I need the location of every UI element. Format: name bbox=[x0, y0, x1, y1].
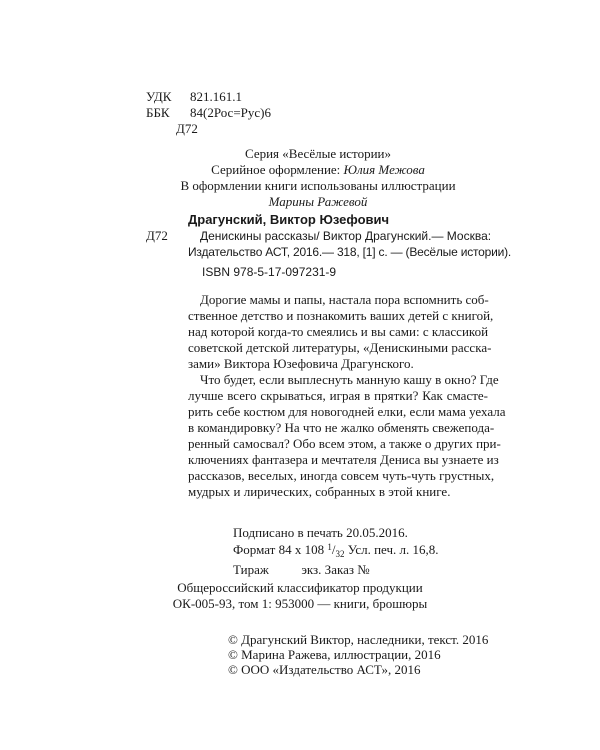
isbn: ISBN 978-5-17-097231-9 bbox=[202, 265, 337, 279]
bib-author-mark: Д72 bbox=[146, 228, 168, 243]
annotation-line: ственное детство и познакомить ваших детей с книгой, bbox=[188, 308, 494, 323]
annotation-line: мудрых и лирических, собранных в этой книге. bbox=[188, 484, 451, 499]
annotation-line: зами» Виктора Юзефовича Драгунского. bbox=[188, 356, 414, 371]
signed-to-print: Подписано в печать 20.05.2016. bbox=[233, 525, 408, 540]
copyright-block bbox=[228, 632, 488, 677]
okp-line-2: ОК-005-93, том 1: 953000 — книги, брошюры bbox=[172, 596, 428, 611]
format-prefix: Формат 84 x 108 bbox=[233, 542, 325, 557]
imprint bbox=[233, 525, 439, 577]
annotation-line: ключениях фантазера и мечтателя Дениса вы узнаете из bbox=[188, 452, 499, 467]
copyright-line-3: © ООО «Издательство АСТ», 2016 bbox=[228, 662, 421, 677]
annotation-line: Что будет, если выплеснуть манную кашу в окно? Где bbox=[200, 372, 499, 387]
bbk-label: ББК bbox=[146, 105, 170, 120]
format-suffix: Усл. печ. л. 16,8. bbox=[347, 542, 439, 557]
format-line: Формат 84 x 108 $^1/_{32}$ Усл. печ. л. 16,8. bbox=[233, 542, 439, 559]
copyright-line-2: © Марина Ражева, иллюстрации, 2016 bbox=[228, 647, 441, 662]
annotation bbox=[188, 292, 506, 500]
annotation-line: рить себе костюм для новогодней елки, если мама уехала bbox=[188, 404, 506, 419]
annotation-line: в командировку? На что не жалко обменять свежеподa- bbox=[188, 420, 495, 435]
bbk-row bbox=[146, 105, 271, 121]
illustrations-line: В оформлении книги использованы иллюстрации bbox=[180, 178, 456, 193]
udk-label: УДК bbox=[146, 89, 172, 104]
udk-row bbox=[146, 89, 271, 105]
format-fraction-denominator: 32 bbox=[335, 549, 345, 559]
annotation-line: рассказов, веселых, иногда совсем чуть-чуть грустных, bbox=[188, 468, 495, 483]
annotation-line: Дорогие мамы и папы, настала пора вспомнить соб- bbox=[200, 292, 489, 307]
copyright-line-1: © Драгунский Виктор, наследники, текст. 2016 bbox=[228, 632, 489, 647]
format-fraction-numerator: 1 bbox=[327, 542, 332, 552]
okp-block bbox=[0, 580, 600, 612]
bib-description bbox=[188, 228, 512, 260]
series-title: Серия «Весёлые истории» bbox=[245, 146, 391, 161]
udk-value: 821.161.1 bbox=[190, 89, 242, 104]
author-mark-top: Д72 bbox=[176, 121, 198, 136]
series-designer-name: Юлия Межова bbox=[343, 162, 425, 177]
series-block bbox=[168, 146, 468, 210]
annotation-line: советской детской литературы, «Денискиными расска- bbox=[188, 340, 492, 355]
okp-line-1: Общероссийский классификатор продукции bbox=[177, 580, 423, 595]
print-run: Тираж экз. Заказ № bbox=[233, 562, 370, 577]
bib-line-1: Денискины рассказы/ Виктор Драгунский.— Москва: bbox=[200, 229, 492, 243]
illustrator-name: Марины Ражевой bbox=[268, 194, 368, 209]
series-design-line bbox=[168, 162, 468, 178]
annotation-line: над которой когда-то смеялись и вы сами: с классикой bbox=[188, 324, 489, 339]
classification-block bbox=[146, 89, 271, 137]
bib-author: Драгунский, Виктор Юзефович bbox=[188, 212, 390, 227]
annotation-line: лучше всего скрываться, играя в прятки? Как смасте- bbox=[188, 388, 488, 403]
bib-line-2: Издательство АСТ, 2016.— 318, [1] с. — (Весёлые истории). bbox=[188, 245, 512, 259]
bbk-value: 84(2Рос=Рус)6 bbox=[190, 105, 271, 120]
annotation-line: ренный самосвал? Обо всем этом, а также о других при- bbox=[188, 436, 501, 451]
series-design-prefix: Серийное оформление: bbox=[211, 162, 341, 177]
